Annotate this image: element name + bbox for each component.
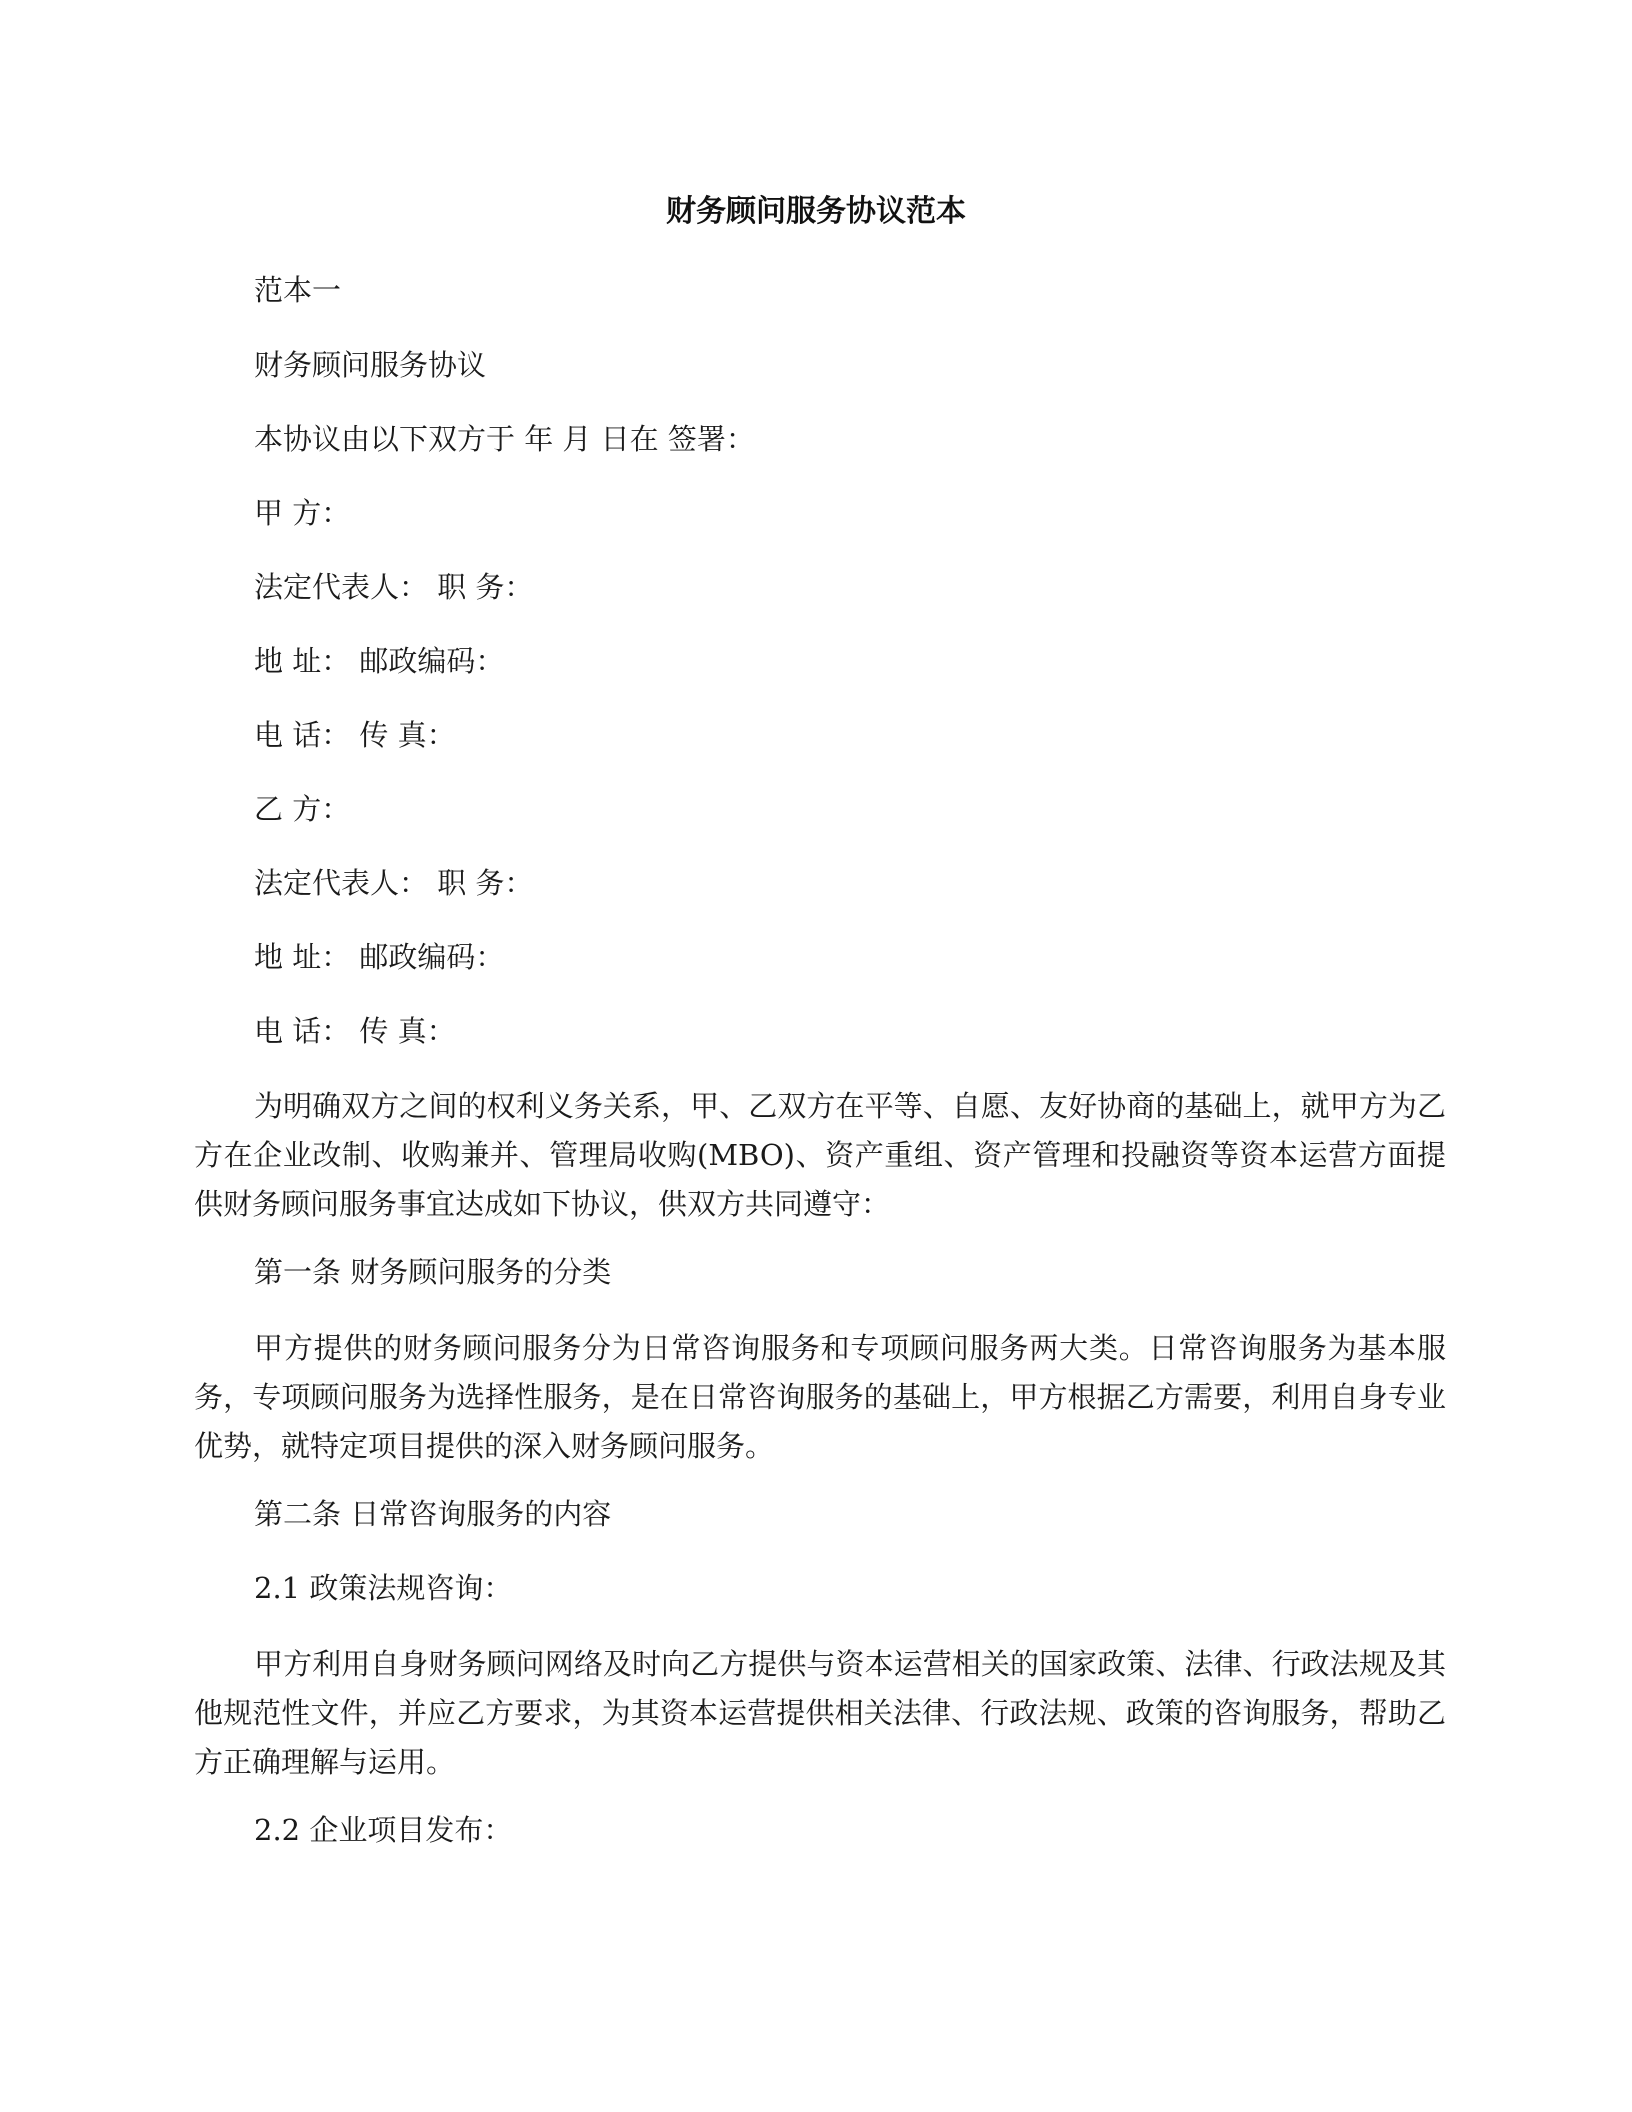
document-title: 财务顾问服务协议范本	[666, 194, 966, 229]
party-b-representative: 法定代表人： 职 务：	[254, 866, 534, 900]
article-1-body: 甲方提供的财务顾问服务分为日常咨询服务和专项顾问服务两大类。日常咨询服务为基本服务，专项顾问服务为选择性服务，是在日常咨询服务的基础上，甲方根据乙方需要，利用自身专业优势，就特定项目提供的深入财务顾问服务。	[194, 1331, 1446, 1463]
sample-label: 范本一	[254, 273, 342, 307]
party-b-label: 乙 方：	[254, 792, 351, 826]
party-a-phone: 电 话： 传 真：	[254, 718, 456, 752]
preamble-paragraph: 为明确双方之间的权利义务关系，甲、乙双方在平等、自愿、友好协商的基础上，就甲方为乙方在企业改制、收购兼并、管理局收购(MBO)、资产重组、资产管理和投融资等资本运营方面提供财务顾问服务事宜达成如下协议，供双方共同遵守：	[194, 1089, 1446, 1221]
party-b-phone: 电 话： 传 真：	[254, 1014, 456, 1048]
section-2-2-heading: 2.2 企业项目发布：	[254, 1813, 513, 1847]
party-a-label: 甲 方：	[254, 496, 351, 530]
section-2-1-heading: 2.1 政策法规咨询：	[254, 1571, 513, 1605]
article-2-heading: 第二条 日常咨询服务的内容	[254, 1497, 612, 1531]
signing-intro: 本协议由以下双方于 年 月 日在 签署：	[254, 422, 755, 456]
party-a-address: 地 址： 邮政编码：	[254, 644, 505, 678]
section-2-1-body: 甲方利用自身财务顾问网络及时向乙方提供与资本运营相关的国家政策、法律、行政法规及其他规范性文件，并应乙方要求，为其资本运营提供相关法律、行政法规、政策的咨询服务，帮助乙方正确理解与运用。	[194, 1647, 1446, 1779]
party-a-representative: 法定代表人： 职 务：	[254, 570, 534, 604]
agreement-name: 财务顾问服务协议	[254, 348, 487, 382]
article-1-heading: 第一条 财务顾问服务的分类	[254, 1255, 612, 1289]
party-b-address: 地 址： 邮政编码：	[254, 940, 505, 974]
